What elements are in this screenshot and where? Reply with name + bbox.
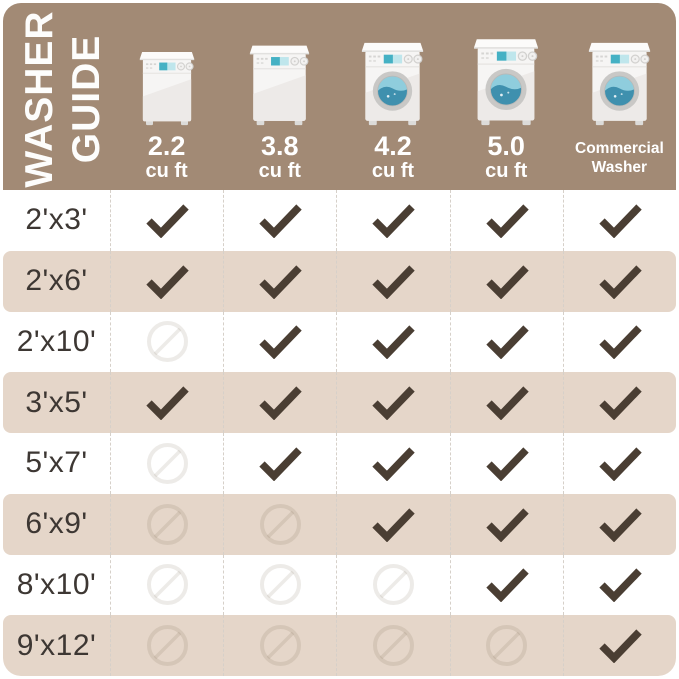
page-title-line2: GUIDE bbox=[65, 34, 108, 164]
check-icon bbox=[257, 324, 303, 359]
check-icon bbox=[597, 264, 643, 299]
column-header bbox=[563, 3, 676, 190]
column-size-unit: cu ft bbox=[371, 160, 415, 182]
cell-suitable bbox=[336, 494, 449, 555]
cell-suitable bbox=[563, 615, 676, 676]
washer-window bbox=[600, 71, 639, 110]
table-header bbox=[3, 3, 676, 190]
check-icon bbox=[484, 324, 530, 359]
check-icon bbox=[370, 507, 416, 542]
row-label: 6'x9' bbox=[25, 507, 88, 541]
prohibited-icon bbox=[145, 623, 190, 668]
cell-not-suitable bbox=[110, 555, 223, 616]
prohibited-icon bbox=[145, 502, 190, 547]
check-icon bbox=[370, 203, 416, 238]
cell-not-suitable bbox=[450, 615, 563, 676]
column-size-value: 3.8 bbox=[261, 131, 299, 161]
column-header-label bbox=[485, 132, 527, 184]
check-icon bbox=[370, 264, 416, 299]
check-icon bbox=[144, 264, 190, 299]
column-size-value: 2.2 bbox=[147, 131, 186, 161]
prohibited-icon bbox=[258, 623, 303, 668]
check-icon bbox=[370, 324, 416, 359]
table-row bbox=[3, 494, 676, 555]
cell-not-suitable bbox=[336, 555, 449, 616]
cell-suitable bbox=[223, 433, 336, 494]
washer-front-load-icon bbox=[588, 35, 651, 126]
prohibited-icon bbox=[145, 562, 190, 607]
cell-suitable bbox=[450, 433, 563, 494]
washer-front-load-icon bbox=[473, 31, 539, 126]
cell-suitable bbox=[563, 312, 676, 373]
column-size-unit: cu ft bbox=[258, 160, 301, 182]
prohibited-icon bbox=[258, 562, 303, 607]
column-header-label bbox=[145, 132, 187, 184]
check-icon bbox=[597, 567, 643, 602]
check-icon bbox=[370, 385, 416, 420]
washer-top-load-icon bbox=[249, 38, 310, 126]
check-icon bbox=[484, 203, 530, 238]
cell-suitable bbox=[336, 433, 449, 494]
check-icon bbox=[370, 446, 416, 481]
check-icon bbox=[257, 203, 303, 238]
cell-suitable bbox=[563, 555, 676, 616]
check-icon bbox=[257, 385, 303, 420]
cell-suitable bbox=[450, 190, 563, 251]
check-icon bbox=[484, 264, 530, 299]
table-row bbox=[3, 615, 676, 676]
prohibited-icon bbox=[145, 441, 190, 486]
table-row bbox=[3, 372, 676, 433]
prohibited-icon bbox=[371, 623, 416, 668]
cell-suitable bbox=[450, 494, 563, 555]
column-size-value: 4.2 bbox=[374, 131, 412, 161]
check-icon bbox=[484, 385, 530, 420]
row-label: 8'x10' bbox=[16, 567, 97, 601]
cell-not-suitable bbox=[223, 494, 336, 555]
washer-front-load-icon bbox=[361, 35, 424, 126]
cell-suitable bbox=[336, 312, 449, 373]
row-label: 5'x7' bbox=[25, 446, 88, 480]
cell-not-suitable bbox=[110, 433, 223, 494]
check-icon bbox=[144, 203, 190, 238]
column-size-unit: Washer bbox=[591, 159, 648, 176]
cell-suitable bbox=[110, 251, 223, 312]
column-header bbox=[110, 3, 223, 190]
column-header-label bbox=[259, 132, 301, 184]
cell-not-suitable bbox=[223, 615, 336, 676]
check-icon bbox=[597, 507, 643, 542]
table-row bbox=[3, 312, 676, 373]
check-icon bbox=[484, 446, 530, 481]
page-title-line1: WASHER bbox=[18, 10, 61, 188]
cell-suitable bbox=[223, 372, 336, 433]
cell-suitable bbox=[450, 372, 563, 433]
row-label: 9'x12' bbox=[16, 628, 97, 662]
check-icon bbox=[257, 264, 303, 299]
title-spacer bbox=[3, 3, 110, 190]
cell-suitable bbox=[450, 251, 563, 312]
cell-suitable bbox=[336, 372, 449, 433]
cell-not-suitable bbox=[110, 494, 223, 555]
check-icon bbox=[257, 446, 303, 481]
cell-suitable bbox=[450, 312, 563, 373]
check-icon bbox=[144, 385, 190, 420]
table-row bbox=[3, 433, 676, 494]
row-label: 2'x10' bbox=[16, 324, 97, 358]
prohibited-icon bbox=[484, 623, 529, 668]
cell-suitable bbox=[450, 555, 563, 616]
column-size-value: Commercial bbox=[575, 140, 664, 157]
check-icon bbox=[597, 446, 643, 481]
washer-top-load-icon bbox=[139, 45, 195, 126]
check-icon bbox=[597, 203, 643, 238]
cell-suitable bbox=[563, 433, 676, 494]
cell-suitable bbox=[223, 251, 336, 312]
column-size-value: 5.0 bbox=[487, 131, 525, 161]
table-row bbox=[3, 555, 676, 616]
row-label: 2'x6' bbox=[25, 264, 88, 298]
row-label: 3'x5' bbox=[25, 385, 88, 419]
prohibited-icon bbox=[145, 319, 190, 364]
cell-suitable bbox=[563, 190, 676, 251]
check-icon bbox=[597, 385, 643, 420]
column-size-unit: cu ft bbox=[145, 160, 188, 182]
cell-suitable bbox=[563, 494, 676, 555]
column-header bbox=[450, 3, 563, 190]
cell-not-suitable bbox=[110, 615, 223, 676]
cell-suitable bbox=[110, 190, 223, 251]
cell-not-suitable bbox=[110, 312, 223, 373]
cell-suitable bbox=[336, 190, 449, 251]
cell-suitable bbox=[336, 251, 449, 312]
cell-suitable bbox=[563, 372, 676, 433]
table-body bbox=[3, 190, 676, 676]
cell-suitable bbox=[563, 251, 676, 312]
column-header-label bbox=[575, 132, 664, 184]
washer-window bbox=[373, 71, 412, 110]
check-icon bbox=[597, 324, 643, 359]
cell-suitable bbox=[223, 312, 336, 373]
washer-window bbox=[486, 69, 527, 110]
washer-guide-card bbox=[3, 3, 676, 676]
prohibited-icon bbox=[371, 562, 416, 607]
check-icon bbox=[484, 507, 530, 542]
cell-suitable bbox=[110, 372, 223, 433]
column-size-unit: cu ft bbox=[485, 160, 528, 182]
column-header bbox=[223, 3, 336, 190]
column-header bbox=[336, 3, 449, 190]
cell-suitable bbox=[223, 190, 336, 251]
check-icon bbox=[484, 567, 530, 602]
prohibited-icon bbox=[258, 502, 303, 547]
column-header-label bbox=[372, 132, 414, 184]
table-row bbox=[3, 190, 676, 251]
cell-not-suitable bbox=[223, 555, 336, 616]
row-label: 2'x3' bbox=[25, 203, 88, 237]
table-row bbox=[3, 251, 676, 312]
cell-not-suitable bbox=[336, 615, 449, 676]
check-icon bbox=[597, 628, 643, 663]
